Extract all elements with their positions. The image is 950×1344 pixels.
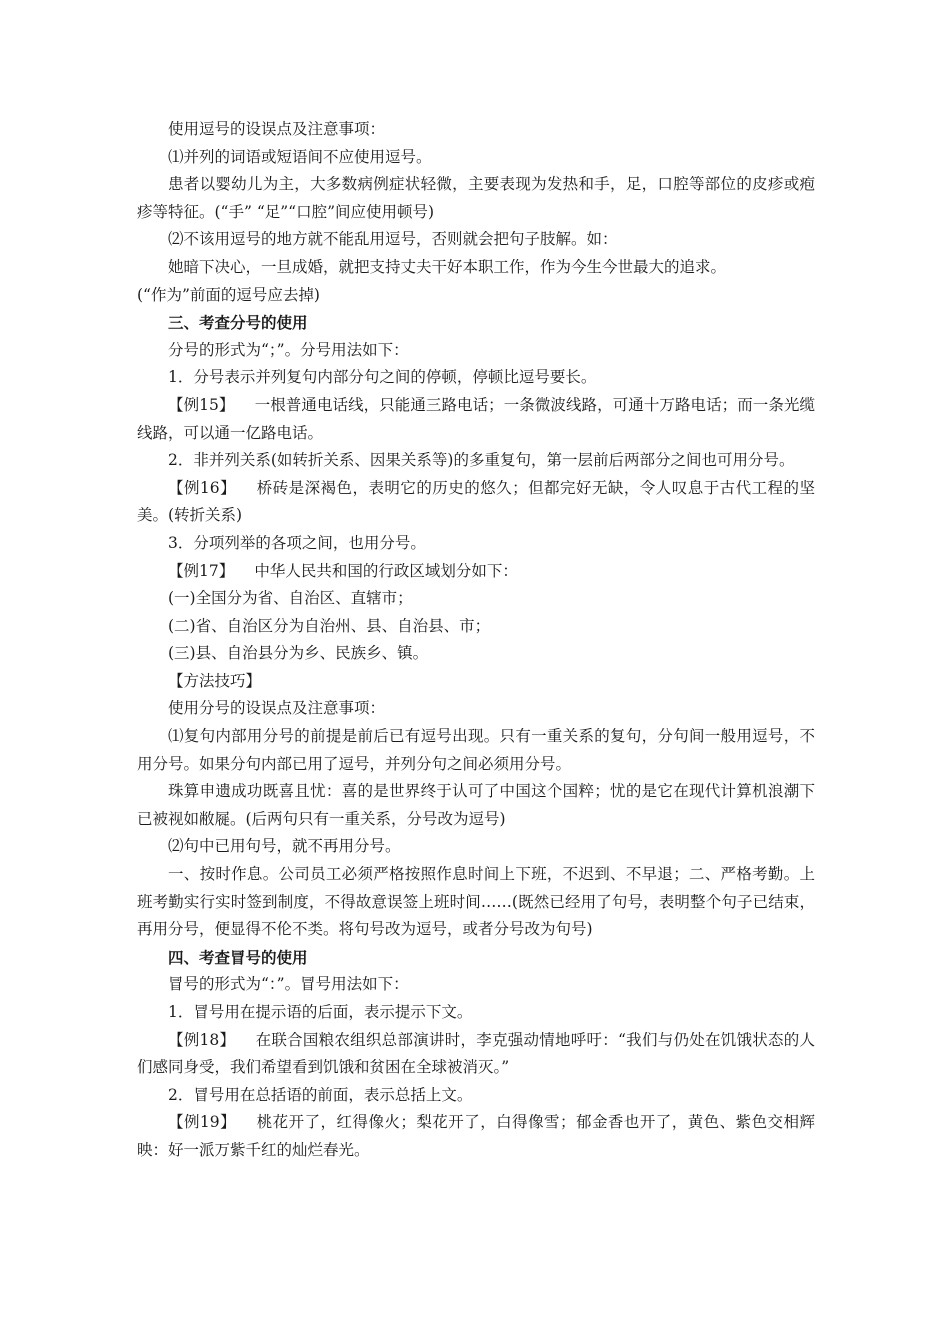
example-paragraph: 【例17】 中华人民共和国的行政区域划分如下： — [168, 561, 518, 580]
paragraph: 2．冒号用在总括语的前面，表示总括上文。 — [168, 1085, 473, 1104]
example-label: 【例19】 — [168, 1113, 237, 1132]
example-paragraph: 【例15】 一根普通电话线，只能通三路电话；一条微波线路，可通十万路电话；而一条光缆线路，可以通一亿路电话。 — [137, 395, 815, 442]
example-label: 【例16】 — [168, 478, 237, 497]
example-label: 【例18】 — [168, 1030, 236, 1049]
paragraph: 患者以婴幼儿为主，大多数病例症状轻微，主要表现为发热和手，足，口腔等部位的皮疹或疱疹等特征。(“手” “足”“口腔”间应使用顿号) — [137, 175, 815, 221]
example-label: 【例17】 — [168, 561, 235, 580]
example-paragraph: 【例16】 桥砖是深褐色，表明它的历史的悠久；但都完好无缺，令人叹息于古代工程的坚美。(转折关系) — [137, 478, 815, 525]
paragraph: 使用逗号的设误点及注意事项： — [168, 120, 386, 138]
paragraph: 1．冒号用在提示语的后面，表示提示下文。 — [168, 1003, 473, 1021]
example-paragraph: 【例18】 在联合国粮农组织总部演讲时，李克强动情地呼吁：“我们与仍处在饥饿状态的人们感同身受，我们希望看到饥饿和贫困在全球被消灭。” — [137, 1030, 815, 1077]
section-heading: 四、考查冒号的使用 — [168, 947, 308, 967]
paragraph: 她暗下决心，一旦成婚，就把支持丈夫干好本职工作，作为今生今世最大的追求。 — [168, 257, 727, 276]
section-heading: 三、考查分号的使用 — [168, 313, 308, 333]
paragraph: ⑴复句内部用分号的前提是前后已有逗号出现。只有一重关系的复句，分句间一般用逗号，不用分号。如果分句内部已用了逗号，并列分句之间必须用分号。 — [137, 727, 815, 773]
paragraph: ⑵句中已用句号，就不再用分号。 — [168, 837, 401, 856]
list-item: (二)省、自治区分为自治州、县、自治县、市； — [168, 616, 491, 635]
list-item: (一)全国分为省、自治区、直辖市； — [168, 589, 413, 608]
paragraph: 2．非并列关系(如转折关系、因果关系等)的多重复句，第一层前后两部分之间也可用分号。 — [168, 451, 795, 470]
paragraph: 1．分号表示并列复句内部分句之间的停顿，停顿比逗号要长。 — [168, 368, 597, 387]
paragraph: (“作为”前面的逗号应去掉) — [137, 285, 320, 304]
document-body — [137, 116, 815, 1165]
paragraph: 珠算申遗成功既喜且忧：喜的是世界终于认可了中国这个国粹；忧的是它在现代计算机浪潮下已被视如敝屣。(后两句只有一重关系，分号改为逗号) — [137, 782, 815, 828]
paragraph: 3．分项列举的各项之间，也用分号。 — [168, 533, 426, 552]
subsection-label: 【方法技巧】 — [168, 671, 262, 690]
paragraph: 使用分号的设误点及注意事项： — [168, 699, 386, 718]
paragraph: 分号的形式为“；”。分号用法如下： — [168, 340, 409, 359]
paragraph: 一、按时作息。公司员工必须严格按照作息时间上下班，不迟到、不早退；二、严格考勤。上班考勤实行实时签到制度，不得故意误签上班时间……(既然已经用了句号，表明整个句子已结束，再用分号，便显得不伦不类。将句号改为逗号，或者分号改为句号) — [137, 865, 815, 939]
paragraph: ⑴并列的词语或短语间不应使用逗号。 — [168, 147, 432, 166]
paragraph: ⑵不该用逗号的地方就不能乱用逗号，否则就会把句子肢解。如： — [168, 230, 618, 249]
example-label: 【例15】 — [168, 395, 235, 414]
paragraph: 冒号的形式为“：”。冒号用法如下： — [168, 975, 409, 994]
example-paragraph: 【例19】 桃花开了，红得像火；梨花开了，白得像雪；郁金香也开了，黄色、紫色交相辉映：好一派万紫千红的灿烂春光。 — [137, 1113, 815, 1159]
list-item: (三)县、自治县分为乡、民族乡、镇。 — [168, 644, 429, 663]
